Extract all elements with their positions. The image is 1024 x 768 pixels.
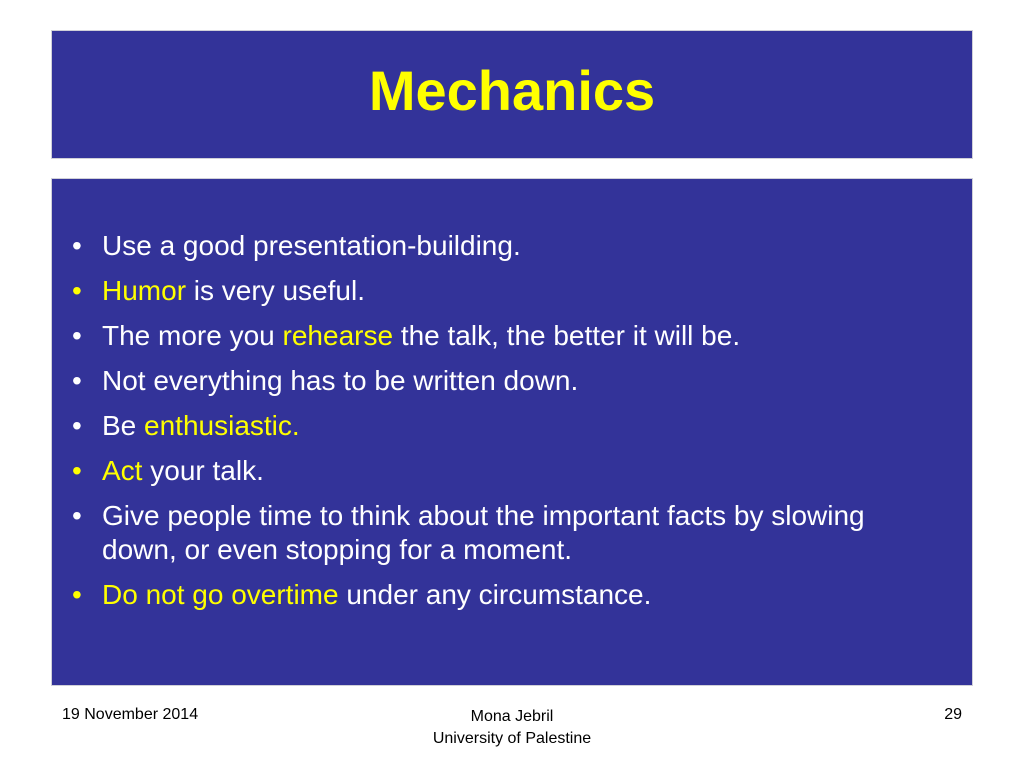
bullet-text: under any circumstance.	[338, 579, 652, 610]
title-box	[51, 30, 973, 159]
bullet-highlight: Do not go overtime	[102, 579, 339, 610]
bullet-text: your talk.	[142, 455, 264, 486]
bullet-text: Not everything has to be written down.	[102, 365, 579, 396]
bullet-marker: •	[72, 365, 82, 396]
content-box	[51, 178, 973, 686]
bullet-text: The more you	[102, 320, 283, 351]
bullet-marker: •	[72, 230, 82, 261]
bullet-item	[62, 319, 942, 353]
bullet-marker: •	[72, 455, 82, 486]
footer-date: 19 November 2014	[62, 706, 199, 723]
bullet-text: Use a good presentation-building.	[102, 230, 521, 261]
bullet-item	[62, 578, 942, 612]
footer-institution: University of Palestine	[432, 730, 592, 747]
bullet-list	[62, 229, 942, 623]
bullet-highlight: Humor	[102, 275, 187, 306]
bullet-marker: •	[72, 275, 82, 306]
footer-author-block	[362, 706, 662, 750]
bullet-item	[62, 364, 942, 398]
bullet-marker: •	[72, 579, 82, 610]
bullet-highlight: rehearse	[282, 320, 394, 351]
bullet-item	[62, 274, 942, 308]
bullet-marker: •	[72, 320, 82, 351]
bullet-marker: •	[72, 410, 82, 441]
bullet-item	[62, 499, 942, 567]
page-number: 29	[944, 706, 962, 723]
bullet-highlight: Act	[102, 455, 143, 486]
bullet-item	[62, 454, 942, 488]
bullet-item	[62, 409, 942, 443]
bullet-item	[62, 229, 942, 263]
bullet-highlight: enthusiastic.	[144, 410, 300, 441]
bullet-text: Be	[102, 410, 145, 441]
footer-author: Mona Jebril	[470, 708, 554, 725]
bullet-text: is very useful.	[186, 275, 365, 306]
bullet-text: the talk, the better it will be.	[393, 320, 741, 351]
slide-title: Mechanics	[368, 59, 656, 122]
bullet-text: Give people time to think about the important facts by slowing down, or even stopping for a moment.	[102, 500, 865, 565]
bullet-marker: •	[72, 500, 82, 531]
